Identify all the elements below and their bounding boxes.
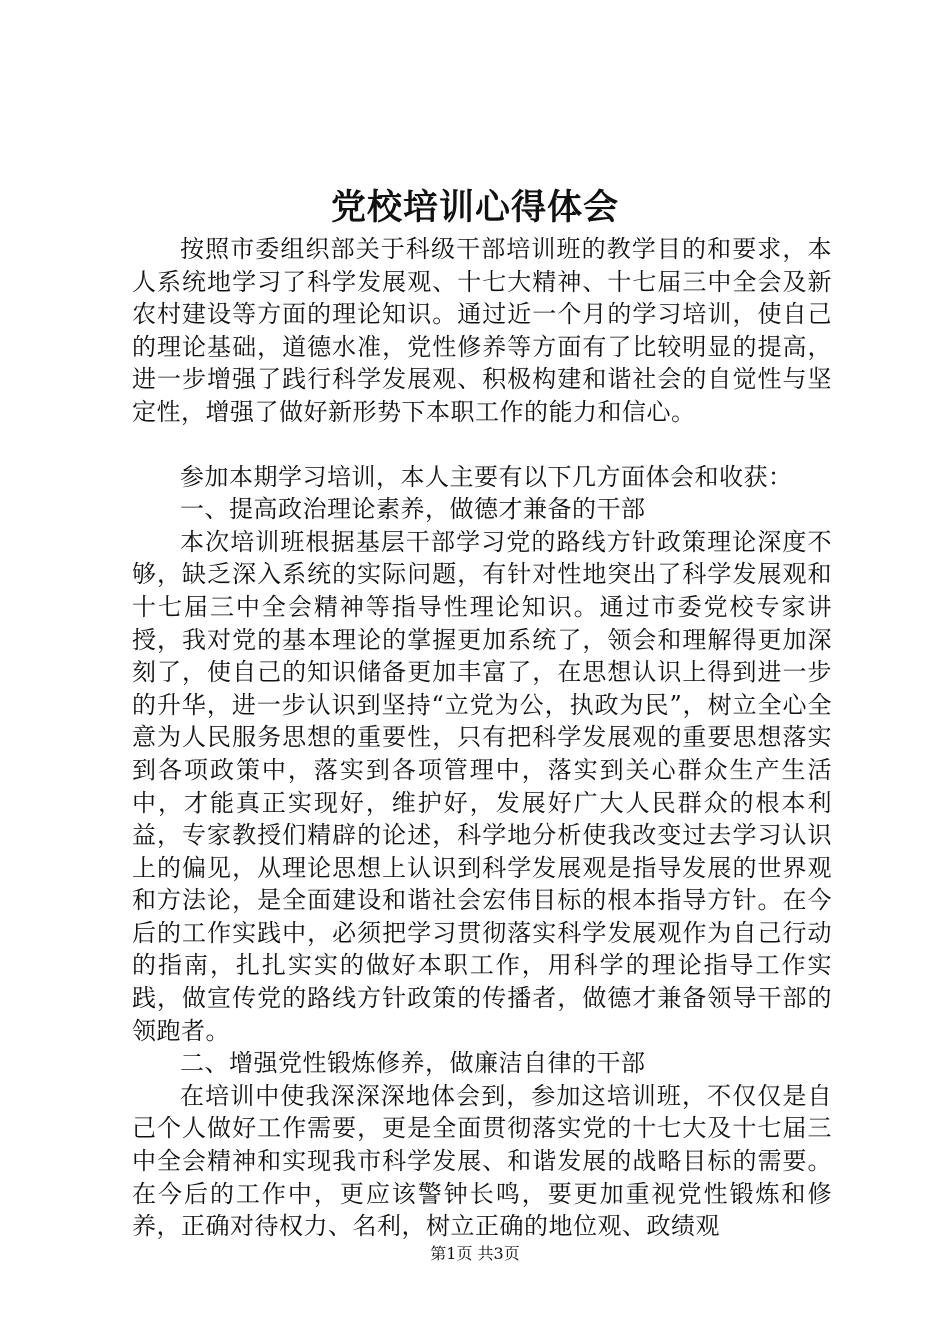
section-heading-1: 一、提高政治理论素养，做德才兼备的干部 xyxy=(180,495,646,524)
paragraph-summary: 参加本期学习培训，本人主要有以下几方面体会和收获： xyxy=(180,462,793,491)
document-body xyxy=(132,233,832,1243)
page-footer: 第1页 共3页 xyxy=(430,1244,520,1263)
document-title: 党校培训心得体会 xyxy=(330,187,619,228)
section-heading-2: 二、增强党性锻炼修养，做廉洁自律的干部 xyxy=(180,1049,646,1078)
paragraph-intro: 按照市委组织部关于科级干部培训班的教学目的和要求，本人系统地学习了科学发展观、十七大精神、十七届三中全会及新农村建设等方面的理论知识。通过近一个月的学习培训，使自己的理论基础，道德水准，党性修养等方面有了比较明显的提高，进一步增强了践行科学发展观、积极构建和谐社会的自觉性与坚定性，增强了做好新形势下本职工作的能力和信心。 xyxy=(132,235,832,426)
paragraph-section-1: 本次培训班根据基层干部学习党的路线方针政策理论深度不够，缺乏深入系统的实际问题，有针对性地突出了科学发展观和十七届三中全会精神等指导性理论知识。通过市委党校专家讲授，我对党的基本理论的掌握更加系统了，领会和理解得更加深刻了，使自己的知识储备更加丰富了，在思想认识上得到进一步的升华，进一步认识到坚持“立党为公，执政为民”，树立全心全意为人民服务思想的重要性，只有把科学发展观的重要思想落实到各项政策中，落实到各项管理中，落实到关心群众生产生活中，才能真正实现好，维护好，发展好广大人民群众的根本利益，专家教授们精辟的论述，科学地分析使我改变过去学习认识上的偏见，从理论思想上认识到科学发展观是指导发展的世界观和方法论，是全面建设和谐社会宏伟目标的根本指导方针。在今后的工作实践中，必须把学习贯彻落实科学发展观作为自己行动的指南，扎扎实实的做好本职工作，用科学的理论指导工作实践，做宣传党的路线方针政策的传播者，做德才兼备领导干部的领跑者。 xyxy=(132,527,832,1045)
paragraph-section-2: 在培训中使我深深深地体会到，参加这培训班，不仅仅是自己个人做好工作需要，更是全面贯彻落实党的十七大及十七届三中全会精神和实现我市科学发展、和谐发展的战略目标的需要。在今后的工作中，更应该警钟长鸣，要更加重视党性锻炼和修养，正确对待权力、名利，树立正确的地位观、政绩观 xyxy=(132,1081,832,1241)
